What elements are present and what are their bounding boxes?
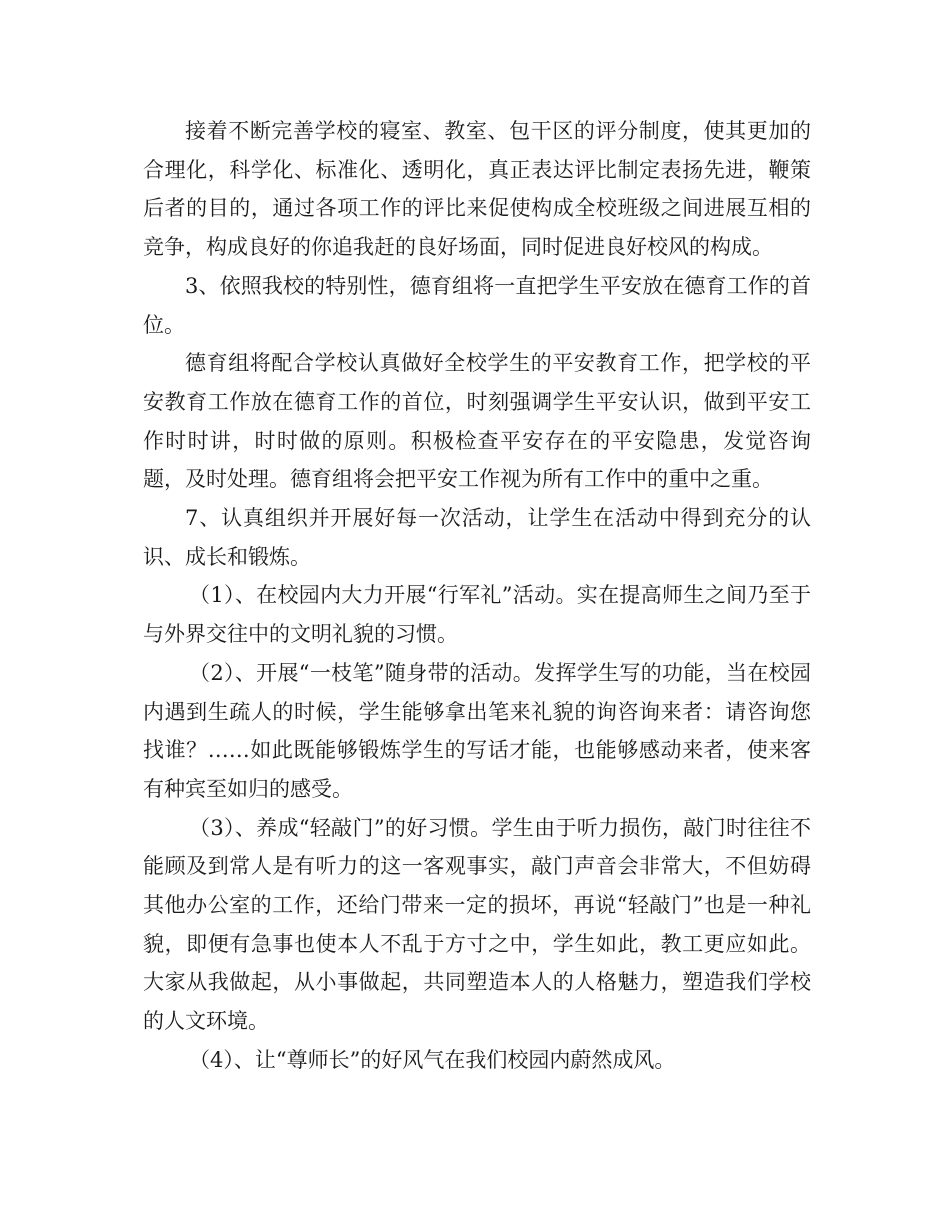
document-body: [143, 112, 811, 1080]
paragraph-item-7-heading: 7、认真组织并开展好每一次活动，让学生在活动中得到充分的认识、成长和锻炼。: [143, 506, 811, 569]
paragraph-subitem-2: （2）、开展“一枝笔”随身带的活动。发挥学生写的功能，当在校园内遇到生疏人的时候，学生能够拿出笔来礼貌的询咨询来者：请咨询您找谁？……如此既能够锻炼学生的写话才能，也能够感动来者，使来客有种宾至如归的感受。: [143, 660, 811, 801]
paragraph-subitem-3: （3）、养成“轻敲门”的好习惯。学生由于听力损伤，敲门时往往不能顾及到常人是有听力的这一客观事实，敲门声音会非常大，不但妨碍其他办公室的工作，还给门带来一定的损坏，再说“轻敲门”也是一种礼貌，即便有急事也使本人不乱于方寸之中，学生如此，教工更应如此。大家从我做起，从小事做起，共同塑造本人的人格魅力，塑造我们学校的人文环境。: [143, 815, 811, 1034]
paragraph-subitem-4: （4）、让“尊师长”的好风气在我们校园内蔚然成风。: [189, 1047, 676, 1072]
paragraph-subitem-1: （1）、在校园内大力开展“行军礼”活动。实在提高师生之间乃至于与外界交往中的文明礼貌的习惯。: [143, 583, 811, 647]
paragraph-safety-education: 德育组将配合学校认真做好全校学生的平安教育工作，把学校的平安教育工作放在德育工作的首位，时刻强调学生平安认识，做到平安工作时时讲，时时做的原则。积极检查平安存在的平安隐患，发觉咨询题，及时处理。德育组将会把平安工作视为所有工作中的重中之重。: [143, 351, 811, 492]
paragraph-item-3-heading: 3、依照我校的特别性，德育组将一直把学生平安放在德育工作的首位。: [143, 273, 811, 337]
paragraph-rating-system: 接着不断完善学校的寝室、教室、包干区的评分制度，使其更加的合理化，科学化、标准化、透明化，真正表达评比制定表扬先进，鞭策后者的目的，通过各项工作的评比来促使构成全校班级之间进展互相的竞争，构成良好的你追我赶的良好场面，同时促进良好校风的构成。: [143, 119, 811, 260]
